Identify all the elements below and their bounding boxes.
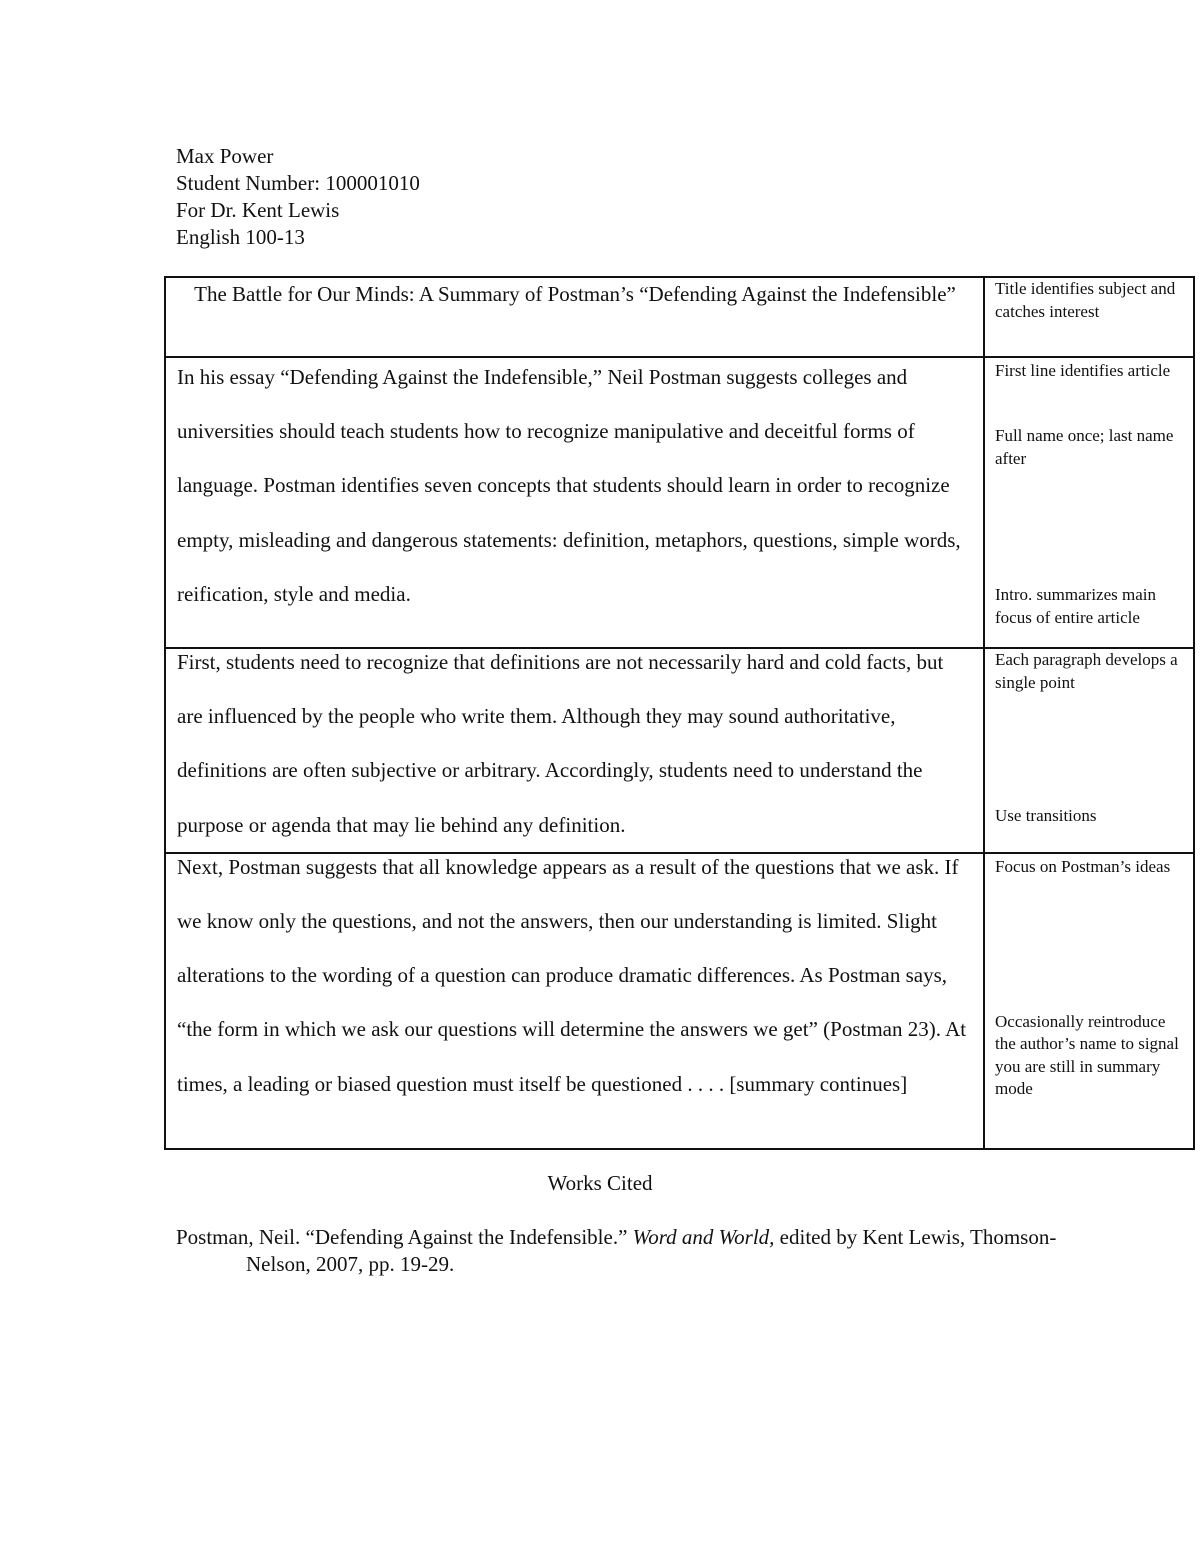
margin-note: Use transitions bbox=[995, 806, 1097, 825]
margin-note: Occasionally reintroduce the author’s name to signal you are still in summary mode bbox=[995, 1011, 1179, 1099]
essay-title: The Battle for Our Minds: A Summary of Postman’s “Defending Against the Indefensible” bbox=[194, 282, 956, 306]
works-cited-heading: Works Cited bbox=[547, 1171, 653, 1195]
table-row-title bbox=[165, 277, 1194, 357]
summary-table bbox=[164, 276, 1195, 1150]
paragraph-cell bbox=[165, 648, 984, 853]
student-name: Max Power bbox=[176, 144, 274, 168]
student-number: Student Number: 100001010 bbox=[176, 171, 420, 195]
table-row bbox=[165, 357, 1194, 648]
citation-source: Word and World, bbox=[632, 1225, 775, 1249]
margin-note: Intro. summarizes main focus of entire article bbox=[995, 585, 1156, 627]
paragraph-cell bbox=[165, 357, 984, 648]
table-row bbox=[165, 648, 1194, 853]
margin-note: Focus on Postman’s ideas bbox=[995, 856, 1171, 876]
notes-cell bbox=[984, 357, 1194, 648]
header-block bbox=[176, 143, 420, 251]
paragraph-text: First, students need to recognize that definitions are not necessarily hard and cold facts, but are influenced by the people who write them. Although they may sound authoritative, definitions are often subjective or arbitrary. Accordingly, students need to understand the purpose or agenda that may lie behind any definition. bbox=[177, 650, 944, 837]
table-row bbox=[165, 853, 1194, 1149]
notes-cell bbox=[984, 648, 1194, 853]
course-line: English 100-13 bbox=[176, 225, 305, 249]
citation-entry bbox=[176, 1224, 1076, 1278]
margin-note: First line identifies article bbox=[995, 361, 1171, 380]
margin-note: Each paragraph develops a single point bbox=[995, 650, 1178, 692]
citation-author: Postman, Neil. “Defending Against the Indefensible.” bbox=[176, 1225, 633, 1249]
title-note-cell bbox=[984, 277, 1194, 357]
margin-note: Full name once; last name after bbox=[995, 426, 1174, 468]
paragraph-text: In his essay “Defending Against the Indefensible,” Neil Postman suggests colleges and universities should teach students how to recognize manipulative and deceitful forms of language. Postman identifies seven concepts that students should learn in order to recognize empty, misleading and dangerous statements: definition, metaphors, questions, simple words, reification, style and media. bbox=[177, 365, 961, 606]
notes-cell bbox=[984, 853, 1194, 1149]
paragraph-cell bbox=[165, 853, 984, 1149]
instructor-line: For Dr. Kent Lewis bbox=[176, 198, 340, 222]
title-cell bbox=[165, 277, 984, 357]
paragraph-text: Next, Postman suggests that all knowledge appears as a result of the questions that we ask. If we know only the questions, and not the answers, then our understanding is limited. Slight alterations to the wording of a question can produce dramatic differences. As Postman says, “the form in which we ask our questions will determine the answers we get” (Postman 23). At times, a leading or biased question must itself be questioned . . . . [summary continues] bbox=[177, 854, 967, 1096]
citation-details: edited by Kent Lewis, Thomson-Nelson, 2007, pp. 19-29. bbox=[246, 1225, 1057, 1276]
margin-note: Title identifies subject and catches interest bbox=[995, 279, 1176, 321]
